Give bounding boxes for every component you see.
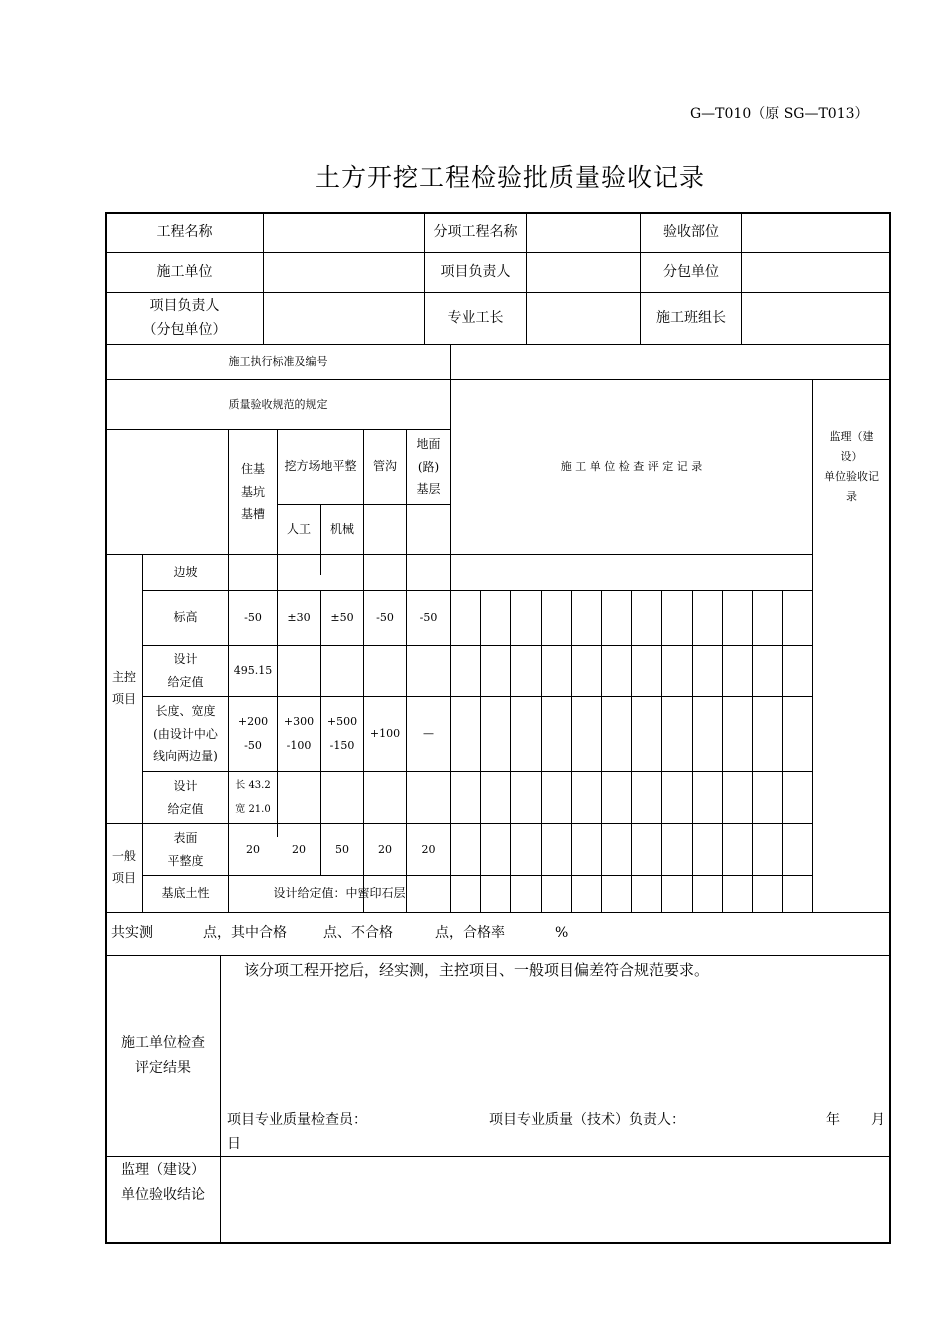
lw-v2a: +300 xyxy=(283,714,315,728)
summary-fail: 点、不合格 xyxy=(323,925,393,942)
col-ground-l1: 地面 xyxy=(416,436,441,451)
conclusion-field[interactable] xyxy=(221,1157,890,1243)
document-code: G—T010（原 SG—T013） xyxy=(690,106,869,122)
result-l2: 评定结果 xyxy=(135,1060,191,1076)
col-site-leveling: 挖方场地平整 xyxy=(284,459,357,474)
design-dimension-value xyxy=(229,772,277,823)
general-items-label xyxy=(106,824,142,912)
conclusion-l1: 监理（建设） xyxy=(121,1161,205,1178)
elevation-label: 标高 xyxy=(173,610,198,625)
supervision-l1: 监理（建 xyxy=(829,430,874,444)
slope-label: 边坡 xyxy=(173,564,198,579)
soil-value: 设计给定值：中蜜印石层 xyxy=(273,886,406,901)
length-width-label xyxy=(143,697,228,771)
main-items-l1: 主控 xyxy=(111,670,136,685)
length-width-value: — xyxy=(423,727,434,741)
flatness-value: 20 xyxy=(421,842,436,856)
result-text: 该分项工程开挖后，经实测，主控项目、一般项目偏差符合规范要求。 xyxy=(244,961,710,979)
conclusion-label xyxy=(106,1157,220,1209)
elevation-value: ±30 xyxy=(287,611,311,625)
sub-pm-label xyxy=(106,293,263,344)
supervision-l3: 单位验收记 xyxy=(824,470,879,483)
length-width-l2: (由设计中心 xyxy=(153,726,218,741)
length-width-value xyxy=(278,697,320,771)
team-leader-label: 施工班组长 xyxy=(656,309,726,326)
elevation-value: -50 xyxy=(376,611,394,625)
tech-head-label: 项目专业质量（技术）负责人： xyxy=(489,1112,685,1128)
sub-project-name-label: 分项工程名称 xyxy=(433,223,518,240)
flatness-value: 20 xyxy=(378,842,392,856)
col-foundation-pit xyxy=(229,430,277,554)
sub-pm-line2: （分包单位） xyxy=(142,321,227,338)
result-l1: 施工单位检查 xyxy=(121,1034,205,1051)
summary-total: 共实测 xyxy=(111,925,153,942)
col-manual: 人工 xyxy=(286,521,311,536)
sub-project-name-field[interactable] xyxy=(527,213,640,252)
check-record-label: 施 工 单 位 检 查 评 定 记 录 xyxy=(560,460,703,474)
col-ground-l3: 基层 xyxy=(416,482,441,497)
col-foundation-l2: 基坑 xyxy=(240,484,265,499)
summary-pass: 点，其中合格 xyxy=(203,925,287,942)
lw-v2b: -100 xyxy=(286,739,312,752)
summary-rate: 点，合格率 xyxy=(435,925,505,942)
col-foundation-l1: 住基 xyxy=(240,461,265,476)
length-width-l3: 线向两边量) xyxy=(153,749,218,764)
design2-va: 长 43.2 xyxy=(235,779,271,791)
flatness-value: 20 xyxy=(292,842,306,856)
construction-unit-label: 施工单位 xyxy=(156,263,213,280)
conclusion-l2: 单位验收结论 xyxy=(121,1187,205,1203)
result-label xyxy=(106,956,220,1156)
subcontract-unit-field[interactable] xyxy=(742,253,890,292)
spec-label: 质量验收规范的规定 xyxy=(228,397,328,411)
team-leader-field[interactable] xyxy=(742,293,890,344)
construction-unit-field[interactable] xyxy=(264,253,424,292)
lw-v1a: +200 xyxy=(237,714,269,728)
col-machine: 机械 xyxy=(329,521,354,536)
flatness-label xyxy=(143,824,228,875)
main-items-l2: 项目 xyxy=(111,692,136,706)
project-manager-field[interactable] xyxy=(527,253,640,292)
month-label: 月 xyxy=(871,1112,885,1128)
project-name-field[interactable] xyxy=(264,213,424,252)
design2-l1: 设计 xyxy=(173,778,198,793)
col-ground-base xyxy=(407,430,450,504)
supervision-record-label xyxy=(813,380,890,554)
elevation-value: ±50 xyxy=(330,611,354,625)
design2-vb: 宽 21.0 xyxy=(235,803,271,815)
sub-pm-line1: 项目负责人 xyxy=(149,297,220,314)
sub-pm-field[interactable] xyxy=(264,293,424,344)
general-items-l2: 项目 xyxy=(111,871,136,885)
elevation-value: -50 xyxy=(244,611,262,625)
col-foundation-l3: 基槽 xyxy=(240,507,265,522)
foreman-label: 专业工长 xyxy=(447,309,504,326)
soil-label: 基底土性 xyxy=(161,886,210,901)
lw-v3b: -150 xyxy=(329,739,355,752)
main-items-label xyxy=(106,555,142,823)
design-l2: 给定值 xyxy=(167,675,204,689)
design2-l2: 给定值 xyxy=(167,801,204,816)
length-width-value: +100 xyxy=(369,727,401,741)
acceptance-part-label: 验收部位 xyxy=(663,223,719,240)
foreman-field[interactable] xyxy=(527,293,640,344)
length-width-value xyxy=(321,697,363,771)
supervision-l4: 录 xyxy=(846,489,857,503)
flatness-l1: 表面 xyxy=(173,830,198,845)
col-ground-l2: (路) xyxy=(417,459,440,474)
year-label: 年 xyxy=(826,1112,840,1128)
length-width-l1: 长度、宽度 xyxy=(155,703,216,718)
standard-label: 施工执行标准及编号 xyxy=(228,355,328,369)
summary-row xyxy=(111,913,889,955)
design-value-label xyxy=(143,772,228,823)
acceptance-part-field[interactable] xyxy=(742,213,890,252)
subcontract-unit-label: 分包单位 xyxy=(663,263,719,280)
col-trench: 管沟 xyxy=(372,459,397,474)
flatness-value: 50 xyxy=(335,842,349,856)
inspector-label: 项目专业质量检查员： xyxy=(227,1112,367,1128)
design-value-label xyxy=(143,646,228,696)
lw-v1b: -50 xyxy=(244,739,262,752)
design-l1: 设计 xyxy=(173,652,198,667)
flatness-l2: 平整度 xyxy=(167,853,204,868)
summary-percent: % xyxy=(555,925,569,942)
design-value: 495.15 xyxy=(233,664,273,678)
general-items-l1: 一般 xyxy=(111,849,136,864)
length-width-value xyxy=(229,697,277,771)
elevation-value: -50 xyxy=(419,611,438,625)
lw-v3a: +500 xyxy=(326,714,358,728)
standard-field[interactable] xyxy=(451,345,890,379)
page-title: 土方开挖工程检验批质量验收记录 xyxy=(314,163,705,192)
supervision-l2: 设） xyxy=(840,450,863,464)
project-name-label: 工程名称 xyxy=(156,223,213,240)
project-manager-label: 项目负责人 xyxy=(440,263,511,280)
flatness-value: 20 xyxy=(246,842,260,856)
day-label: 日 xyxy=(227,1136,241,1152)
